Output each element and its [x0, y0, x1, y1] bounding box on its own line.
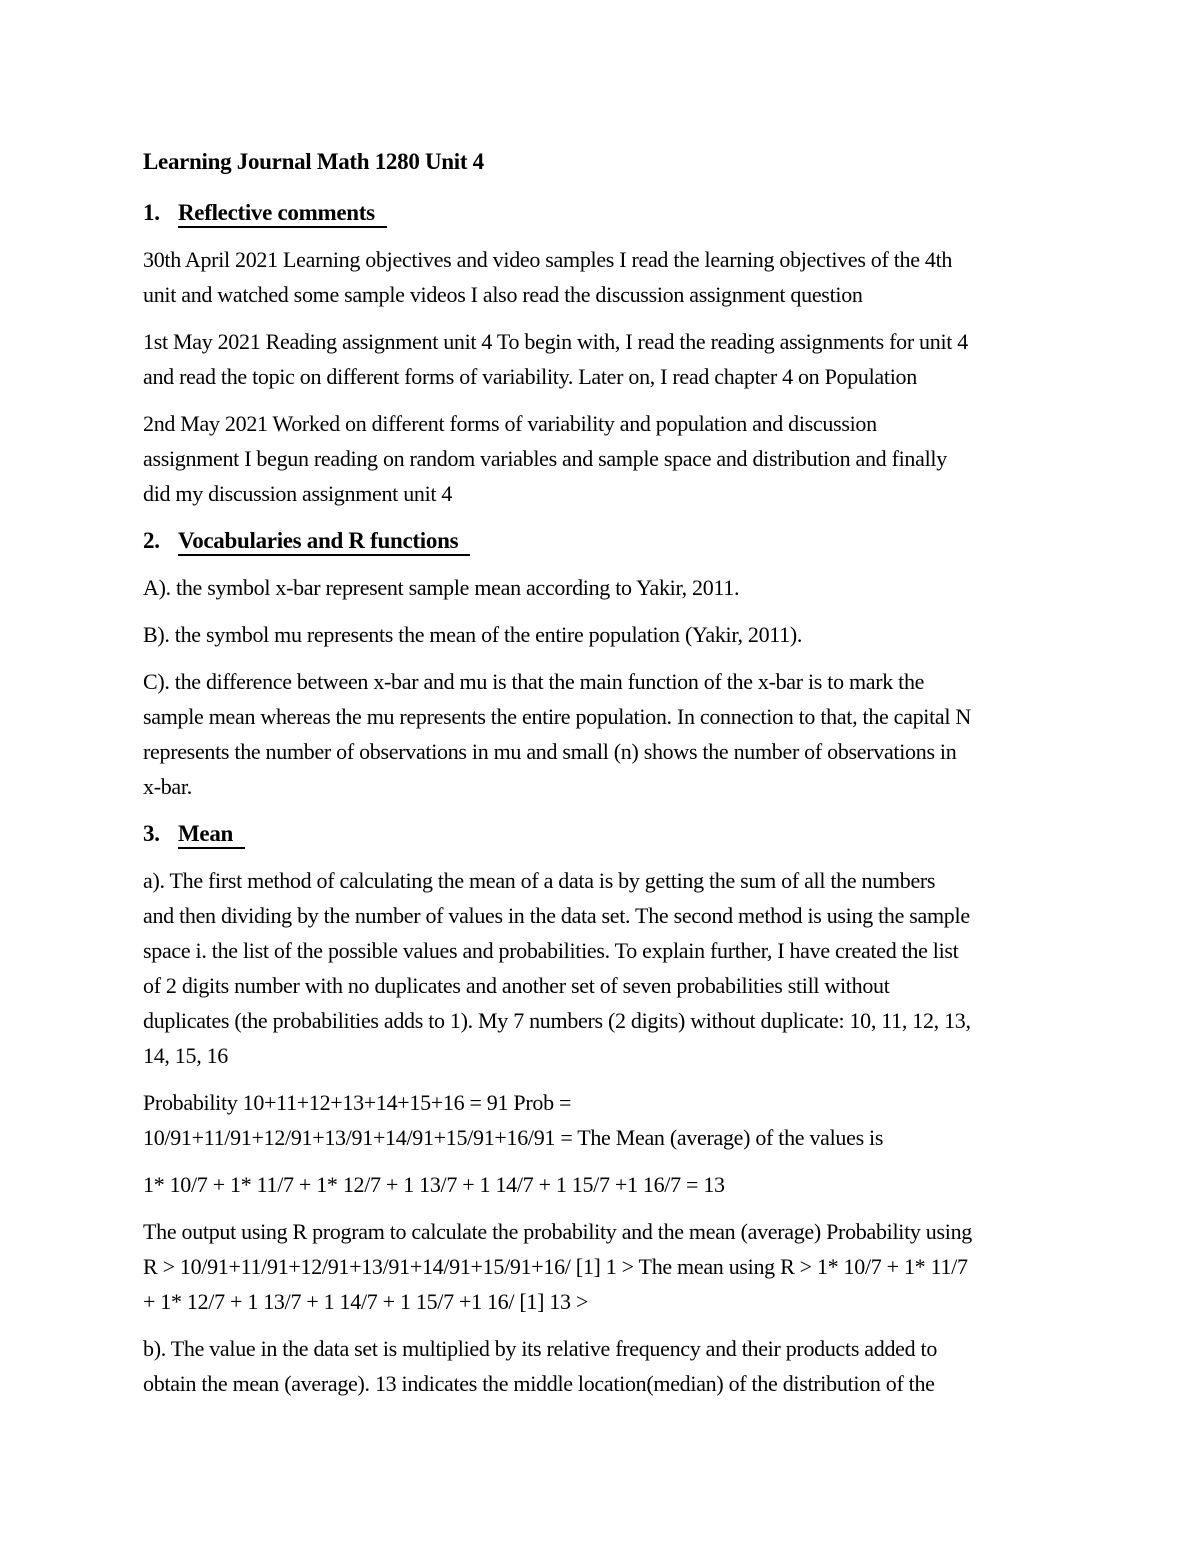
paragraph-r-output: The output using R program to calculate the probability and the mean (average) Probability using R > 10/91+11/91+12/91+13/91+14/91+15/91+16/ [1] 1 > The mean using R > 1* 10/7 + 1* 11/7 + 1* 12/7 + 1 13/7 + 1 14/7 + 1 15/7 +1 16/ [1] 13 > [143, 1219, 972, 1314]
document-body [143, 144, 1173, 1401]
paragraph: b). The value in the data set is multiplied by its relative frequency and their products added to obtain the mean (average). 13 indicates the middle location(median) of the distribution of the [143, 1336, 938, 1396]
paragraph: A). the symbol x-bar represent sample mean according to Yakir, 2011. [143, 575, 740, 600]
paragraph-formula: 1* 10/7 + 1* 11/7 + 1* 12/7 + 1 13/7 + 1 14/7 + 1 15/7 +1 16/7 = 13 [143, 1172, 725, 1197]
paragraph: 1st May 2021 Reading assignment unit 4 To begin with, I read the reading assignments for unit 4 and read the topic on different forms of variability. Later on, I read chapter 4 on Population [143, 329, 968, 389]
section-reflective-comments [143, 195, 1173, 511]
paragraph: C). the difference between x-bar and mu is that the main function of the x-bar is to mark the sample mean whereas the mu represents the entire population. In connection to that, the capital N represents the number of observations in mu and small (n) shows the number of observations in x-bar. [143, 669, 971, 799]
section-heading [143, 523, 1173, 558]
section-heading-text: Mean [178, 821, 245, 849]
paragraph: a). The first method of calculating the mean of a data is by getting the sum of all the numbers and then dividing by the number of values in the data set. The second method is using the sample space i. the list of the possible values and probabilities. To explain further, I have created the list of 2 digits number with no duplicates and another set of seven probabilities still without duplicates (the probabilities adds to 1). My 7 numbers (2 digits) without duplicate: 10, 11, 12, 13, 14, 15, 16 [143, 868, 971, 1068]
section-heading [143, 816, 1173, 851]
section-number: 1. [143, 200, 160, 225]
section-heading [143, 195, 1173, 230]
paragraph: 30th April 2021 Learning objectives and video samples I read the learning objectives of the 4th unit and watched some sample videos I also read the discussion assignment question [143, 247, 953, 307]
section-vocabularies-and-r-functions [143, 523, 1173, 804]
section-number: 2. [143, 528, 160, 553]
section-mean [143, 816, 1173, 1401]
section-number: 3. [143, 821, 160, 846]
paragraph: Probability 10+11+12+13+14+15+16 = 91 Prob = 10/91+11/91+12/91+13/91+14/91+15/91+16/91 = The Mean (average) of the values is [143, 1090, 884, 1150]
paragraph: 2nd May 2021 Worked on different forms of variability and population and discussion assignment I begun reading on random variables and sample space and distribution and finally did my discussion assignment unit 4 [143, 411, 947, 506]
section-heading-text: Vocabularies and R functions [178, 528, 470, 556]
section-heading-text: Reflective comments [178, 200, 387, 228]
document-title: Learning Journal Math 1280 Unit 4 [143, 149, 484, 174]
paragraph: B). the symbol mu represents the mean of the entire population (Yakir, 2011). [143, 622, 803, 647]
